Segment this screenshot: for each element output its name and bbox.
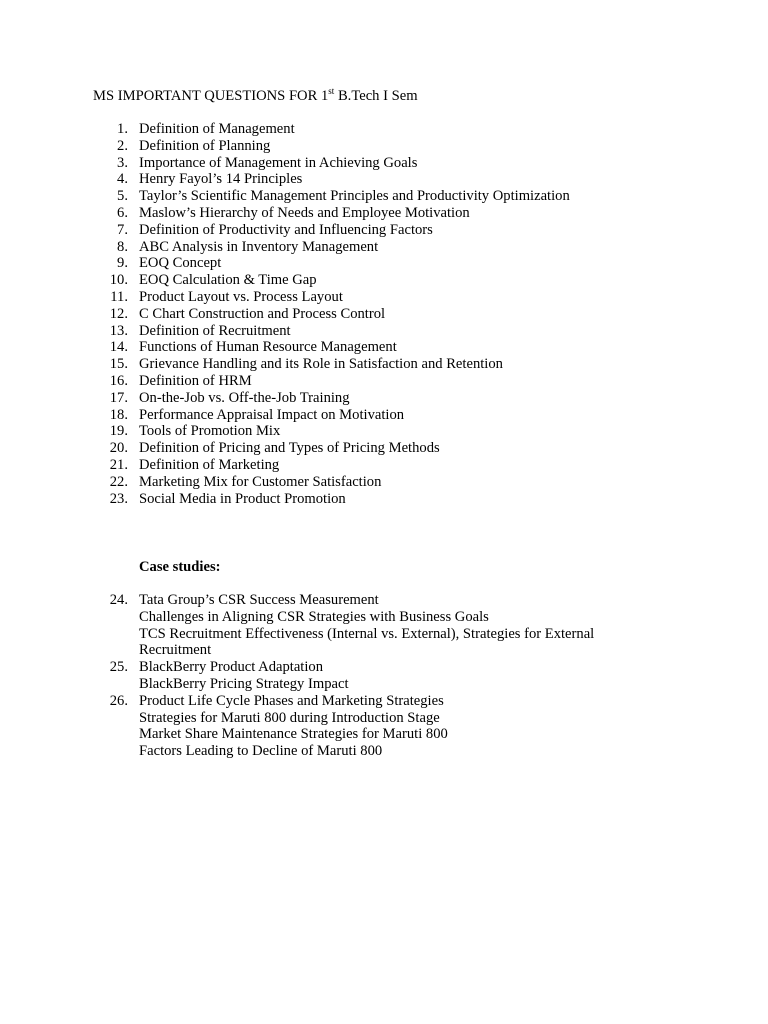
item-text: Maslow’s Hierarchy of Needs and Employee Motivation [139,204,470,221]
list-item [0,205,768,222]
item-number: 20. [109,440,128,457]
item-text: Definition of Pricing and Types of Pricing Methods [139,440,440,457]
item-text: Marketing Mix for Customer Satisfaction [139,473,382,490]
item-number: 25. [109,659,128,676]
case-study-line: TCS Recruitment Effectiveness (Internal vs. External), Strategies for External Recruitment [139,625,595,659]
title-superscript: st [328,86,335,96]
list-item [0,155,768,172]
case-study-list [0,592,768,760]
list-item [0,423,768,440]
list-item [0,138,768,155]
item-text: Importance of Management in Achieving Goals [139,154,418,171]
question-list [0,121,768,507]
item-text: Social Media in Product Promotion [139,490,346,507]
item-number: 5. [117,188,128,205]
item-number: 21. [109,456,128,473]
case-study-line: BlackBerry Pricing Strategy Impact [139,675,349,692]
list-item [0,289,768,306]
case-study-item [0,659,768,693]
item-text: Definition of Management [139,121,295,137]
case-study-line: Tata Group’s CSR Success Measurement [139,592,379,608]
case-study-item [0,592,768,659]
list-item [0,356,768,373]
case-study-line: BlackBerry Product Adaptation [139,659,324,676]
case-studies-heading: Case studies: [139,559,221,575]
list-item [0,373,768,390]
case-study-line: Strategies for Maruti 800 during Introduction Stage [139,709,440,726]
item-number: 26. [109,692,128,709]
item-number: 11. [110,288,128,305]
item-number: 12. [109,305,128,322]
list-item [0,272,768,289]
title-main: MS IMPORTANT QUESTIONS FOR 1 [93,88,329,104]
item-number: 9. [117,255,128,272]
item-number: 8. [117,238,128,255]
item-text: Definition of Planning [139,137,271,154]
item-text: Definition of HRM [139,372,252,389]
list-item [0,239,768,256]
item-text: Taylor’s Scientific Management Principles and Productivity Optimization [139,188,570,205]
item-text: Grievance Handling and its Role in Satisfaction and Retention [139,356,503,373]
list-item [0,440,768,457]
case-study-lines [139,693,629,760]
case-study-line: Factors Leading to Decline of Maruti 800 [139,743,383,760]
item-text: Definition of Marketing [139,456,280,473]
item-number: 23. [109,490,128,507]
list-item [0,255,768,272]
item-number: 18. [109,406,128,423]
list-item [0,407,768,424]
item-number: 24. [109,592,128,608]
item-text: Henry Fayol’s 14 Principles [139,171,303,188]
item-text: EOQ Calculation & Time Gap [139,272,317,289]
list-item [0,390,768,407]
list-item [0,121,768,138]
item-number: 17. [109,389,128,406]
list-item [0,222,768,239]
list-item [0,188,768,205]
list-item [0,306,768,323]
item-number: 14. [109,339,128,356]
item-number: 10. [109,272,128,289]
item-text: Product Layout vs. Process Layout [139,288,343,305]
item-number: 19. [109,423,128,440]
list-item [0,491,768,508]
item-text: Definition of Productivity and Influencing Factors [139,221,433,238]
list-item [0,323,768,340]
item-text: EOQ Concept [139,255,222,272]
title-rest: B.Tech I Sem [334,88,418,104]
case-study-line: Product Life Cycle Phases and Marketing Strategies [139,692,444,709]
case-study-line: Market Share Maintenance Strategies for Maruti 800 [139,726,448,743]
item-number: 1. [117,121,128,137]
case-study-lines [139,592,629,659]
page-title [93,87,418,105]
item-number: 7. [117,221,128,238]
item-number: 16. [109,372,128,389]
case-study-line: Challenges in Aligning CSR Strategies with Business Goals [139,608,489,625]
item-number: 2. [117,137,128,154]
item-number: 15. [109,356,128,373]
list-item [0,457,768,474]
case-study-lines [139,659,629,693]
item-text: ABC Analysis in Inventory Management [139,238,379,255]
list-item [0,339,768,356]
item-text: Definition of Recruitment [139,322,291,339]
item-text: Performance Appraisal Impact on Motivation [139,406,405,423]
case-study-item [0,693,768,760]
item-number: 4. [117,171,128,188]
item-number: 22. [109,473,128,490]
item-text: C Chart Construction and Process Control [139,305,386,322]
list-item [0,474,768,491]
item-text: Tools of Promotion Mix [139,423,281,440]
item-number: 13. [109,322,128,339]
item-number: 3. [117,154,128,171]
item-text: On-the-Job vs. Off-the-Job Training [139,389,350,406]
item-number: 6. [117,204,128,221]
list-item [0,171,768,188]
item-text: Functions of Human Resource Management [139,339,397,356]
